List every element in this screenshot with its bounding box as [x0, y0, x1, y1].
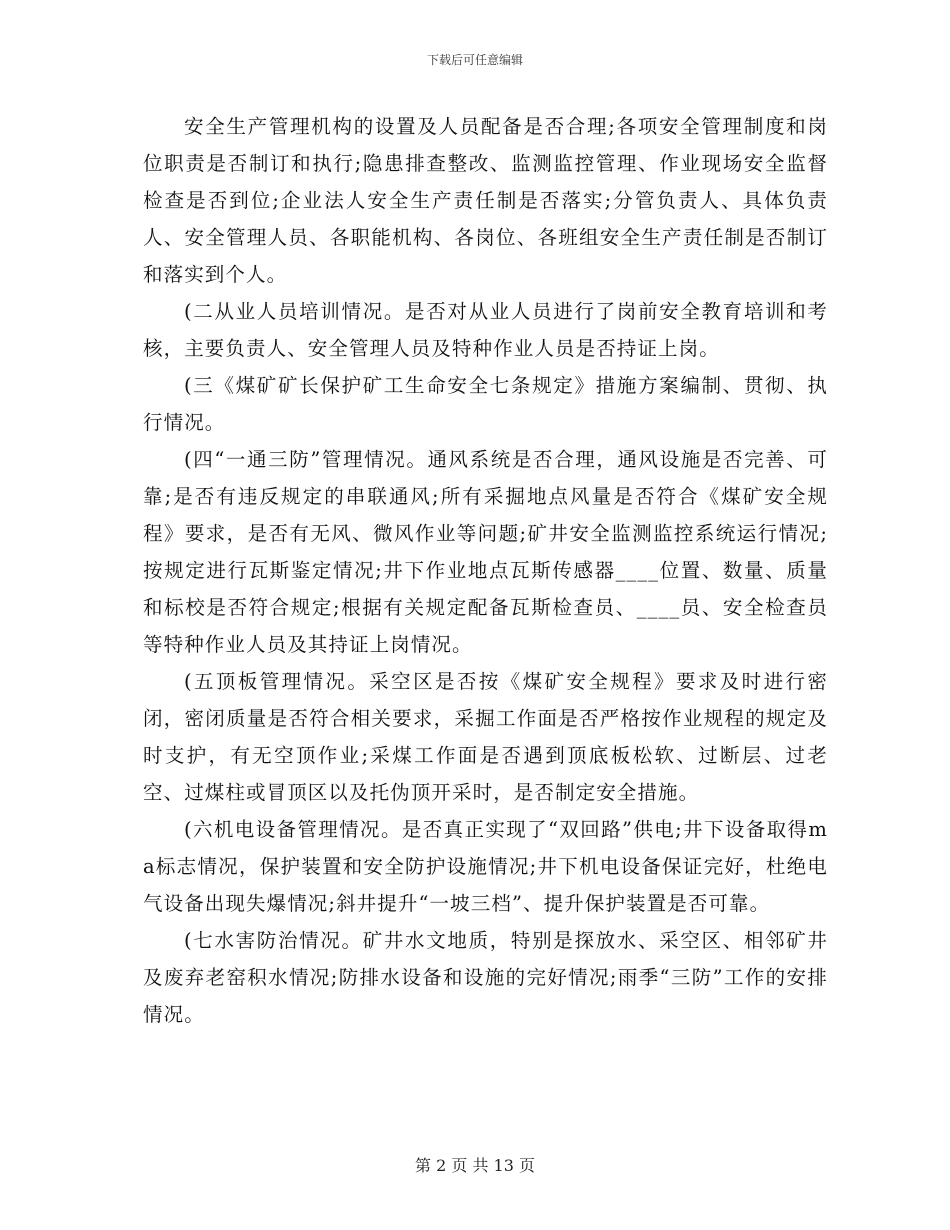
document-body [143, 108, 828, 1033]
paragraph-electromechanical: (六机电设备管理情况。是否真正实现了“双回路”供电;井下设备取得ma标志情况，保护装置和安全防护设施情况;井下机电设备保证完好，杜绝电气设备出现失爆情况;斜井提升“一坡三档”、提升保护装置是否可靠。 [143, 818, 828, 915]
page-header: 下载后可任意编辑 [426, 53, 523, 67]
paragraph-water-hazard: (七水害防治情况。矿井水文地质，特别是探放水、采空区、相邻矿井及废弃老窑积水情况;防排水设备和设施的完好情况;雨季“三防”工作的安排情况。 [143, 929, 828, 1026]
paragraph-seven-rules: (三《煤矿矿长保护矿工生命安全七条规定》措施方案编制、贯彻、执行情况。 [143, 374, 828, 434]
paragraph-ventilation: (四“一通三防”管理情况。通风系统是否合理，通风设施是否完善、可靠;是否有违反规定的串联通风;所有采掘地点风量是否符合《煤矿安全规程》要求，是否有无风、微风作业等问题;矿井安全监测监控系统运行情况;按规定进行瓦斯鉴定情况;井下作业地点瓦斯传感器____位置、数量、质量和标校是否符合规定;根据有关规定配备瓦斯检查员、____员、安全检查员等特种作业人员及其持证上岗情况。 [143, 448, 828, 656]
paragraph-training: (二从业人员培训情况。是否对从业人员进行了岗前安全教育培训和考核，主要负责人、安全管理人员及特种作业人员是否持证上岗。 [143, 300, 828, 360]
page-number: 第 2 页 共 13 页 [415, 1156, 535, 1175]
paragraph-roof-management: (五顶板管理情况。采空区是否按《煤矿安全规程》要求及时进行密闭，密闭质量是否符合相关要求，采掘工作面是否严格按作业规程的规定及时支护，有无空顶作业;采煤工作面是否遇到顶底板松软、过断层、过老空、过煤柱或冒顶区以及托伪顶开采时，是否制定安全措施。 [143, 670, 828, 804]
paragraph-safety-management: 安全生产管理机构的设置及人员配备是否合理;各项安全管理制度和岗位职责是否制订和执行;隐患排查整改、监测监控管理、作业现场安全监督检查是否到位;企业法人安全生产责任制是否落实;分管负责人、具体负责人、安全管理人员、各职能机构、各岗位、各班组安全生产责任制是否制订和落实到个人。 [143, 115, 828, 286]
